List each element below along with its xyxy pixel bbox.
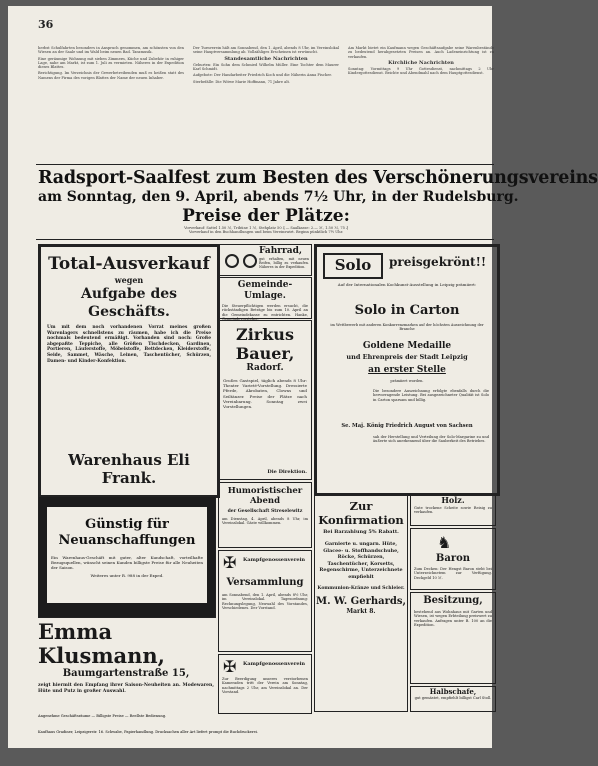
zirkus-title: Zirkus Bauer, <box>235 325 295 363</box>
fahrrad-body: gut erhalten, mit neuen Reifen, billig zu verkaufen. Näheres in der Expedition. <box>259 257 309 269</box>
besitzung-ad <box>410 592 496 684</box>
news-paragraph: Der Turnverein hält am Sonnabend, den 1. April, abends 8 Uhr, im Vereinslokal seine Hauptversammlung ab. Vollzähliges Erscheinen ist erwünscht. <box>193 46 339 55</box>
zirkus-body: Großes Gastspiel, täglich abends 8 Uhr: Theater Varieté-Vorstellung. Dressierte Pferde, Akrobaten, Clowns und Seiltänzer. Preise der Plätze nach Vereinbarung. Sonntag zwei Vorstellungen. <box>223 378 307 410</box>
solo-body-2: im Wettbewerb mit anderen Konkurrenzmarken auf der höchsten Auszeichnung der Branche <box>330 323 484 332</box>
banner-prices: Vorverkauf: Sattel 1.50 ℳ, Tribüne 1 ℳ, Stehplatz 50 ₰ — Saalkasse: 2.— ℳ, 1.50 ℳ, 75 ₰ <box>184 226 348 230</box>
news-column-2 <box>193 46 339 86</box>
fahrrad-title: Fahrrad, <box>259 246 303 256</box>
news-paragraph: Sonntag: Vormittags 9 Uhr Gottesdienst, nachmittags 2 Uhr Kindergottesdienst. Beichte und Abendmahl nach dem Hauptgottesdienst. <box>348 67 494 76</box>
news-column-1 <box>38 46 184 82</box>
holz-ad <box>410 494 496 526</box>
kampf2-body: Zur Beerdigung unseres verstorbenen Kameraden tritt der Verein am Sonntag, nachmittags 2 Uhr, am Vereinslokal an. Der Vorstand. <box>222 677 308 694</box>
kampf2-title: Kampfgenossenverein <box>243 661 306 667</box>
besitzung-title: Besitzung, <box>423 595 483 606</box>
solo-title: Solo <box>334 256 372 274</box>
news-column-3 <box>348 46 494 78</box>
konfirmation-title: Zur Konfirmation <box>318 499 404 527</box>
banner-prices-heading: Preise der Plätze: <box>182 206 350 226</box>
newspaper-page <box>8 6 598 748</box>
bottom-strip: Kaufhaus Gradiner, Leipzigerstr. 16. Schwabe, Papierhandlung. Drucksachen aller Art liefert prompt die Buchdruckerei. <box>38 730 258 734</box>
baron-body: Zum Decken: Der Hengst Baron steht bei Unterzeichnetem zur Verfügung. Deckgeld 10 ℳ. <box>414 567 492 580</box>
fahrrad-ad <box>218 244 312 276</box>
banner-date-line: am Sonntag, den 9. April, abends 7½ Uhr, in der Rudelsburg. <box>38 189 519 205</box>
ausverkauf-title: Total-Ausverkauf <box>48 254 210 274</box>
iron-cross-icon: ✠ <box>223 657 237 676</box>
news-paragraph: Aufgebote: Der Handarbeiter Friedrich Koch und die Näherin Anna Fischer. <box>193 73 332 78</box>
ausverkauf-footer: Warenhaus Eli Frank. <box>68 451 190 487</box>
page-number: 36 <box>38 18 54 31</box>
humoristisch-body: am Dienstag, 4. April, abends 8 Uhr, im Vereinslokal. Gäste willkommen. <box>222 517 308 526</box>
klusmann-address: Baumgartenstraße 15, <box>62 668 190 679</box>
besitzung-body: bestehend aus Wohnhaus mit Garten und Wiesen, ist wegen Erbteilung preiswert zu verkaufen. Anfragen unter B. 100 an die Expedition. <box>414 610 492 627</box>
neuheiten-inner <box>47 507 207 603</box>
solo-name: Solo in Carton <box>354 303 460 318</box>
solo-body-3: Die besondere Auszeichnung erfolgte ebenfalls durch die hervorragende Leistung. Bei ausgezeichneter Qualität ist Solo in Carton sparsam und billig. <box>373 389 489 402</box>
ausverkauf-sub2: Aufgabe des Geschäfts. <box>80 286 178 320</box>
konfirmation-name: M. W. Gerhards, <box>316 595 406 607</box>
halbschafe-body: gut gemästet, empfiehlt billigst Carl Stoll. <box>414 696 492 700</box>
solo-award-2: und Ehrenpreis der Stadt Leipzig <box>346 353 468 361</box>
klusmann-fine: Angenehme Geschäftsräume — Billigste Preise — Reellste Bedienung. <box>38 714 167 718</box>
top-news-columns <box>38 46 494 164</box>
ausverkauf-ad <box>38 244 220 498</box>
news-paragraph: Am Markt bietet ein Kaufmann wegen Geschäftsaufgabe seine Warenbestände zu bedeutend herabgesetzten Preisen an. Auch Ladeneinrichtung ist zu verkaufen. <box>348 46 494 59</box>
kampf1-sub: Versammlung <box>226 577 304 588</box>
gemeinde-title: Gemeinde-Umlage. <box>237 280 293 301</box>
section-divider <box>36 239 494 240</box>
gemeinde-ad <box>218 277 312 319</box>
zirkus-ad <box>218 320 312 480</box>
iron-cross-icon: ✠ <box>223 553 237 572</box>
solo-award-4: prämiiert worden. <box>390 379 424 383</box>
konfirmation-sub: Bei Barzahlung 5% Rabatt. <box>323 529 399 535</box>
zirkus-sub: Radorf. <box>246 363 284 373</box>
ausverkauf-sub: wegen <box>114 275 144 285</box>
solo-award-1: Goldene Medaille <box>362 341 452 351</box>
gemeinde-body: Die Steuerpflichtigen werden ersucht, die rückständigen Beträge bis zum 10. April an die Gemeindekasse zu entrichten. Hanke, Gemeindevorsteher. <box>222 304 308 321</box>
konfirmation-ad <box>314 494 408 712</box>
solo-award-3: an erster Stelle <box>368 365 446 375</box>
banner-headline: Radsport-Saalfest zum Besten des Verschönerungsvereins <box>38 168 598 188</box>
wheel-icon <box>223 253 259 272</box>
neuheiten-title: Günstig für Neuanschaffungen <box>58 517 196 548</box>
neuheiten-footer: Weiteres unter R. 988 in der Exped. <box>90 573 164 578</box>
solo-tag: preisgekrönt!! <box>389 255 487 269</box>
kampfgenossen-ad-1 <box>218 550 312 652</box>
solo-body-1: Auf der Internationalen Kochkunst-Ausstellung in Leipzig prämiiert: <box>337 282 477 287</box>
news-paragraph: herbst Schulfahrten besonders in Anspruch genommen, am schönsten von den Wiesen an der Saale und im Wald beim neuen Bad. Tanzmusik. <box>38 46 184 55</box>
konfirmation-body: Garnierte u. ungarn. Hüte, Glacee- u. Stoffhandschuhe, Röcke, Schürzen, Taschentücher, Korsetts, Regenschirme, Unterzeichnete empfiehlt <box>319 541 403 580</box>
solo-ad <box>314 244 500 496</box>
kampf1-body: am Sonnabend, den 1. April, abends 8½ Uhr, im Vereinslokal. Tagesordnung: Rechnungslegung, Neuwahl des Vorstandes, Verschiedenes. Der Vorstand. <box>222 593 308 610</box>
news-paragraph: Berichtigung. Im Verzeichnis der Gewerbetreibenden muß es heißen statt des Namens der Firma des vorigen Blattes der Name der neuen Inhaber. <box>38 71 184 80</box>
banner-fine-print: Vorverkauf in den Buchhandlungen und beim Vereinswirt. Beginn pünktlich 7½ Uhr. <box>188 230 344 235</box>
konfirmation-address: Markt 8. <box>346 607 376 615</box>
klusmann-body: zeigt hiermit den Empfang ihrer Saison-Neuheiten an. Modewaren, Hüte und Putz in großer Auswahl. <box>38 683 214 694</box>
solo-logo-box <box>323 253 383 279</box>
kampf1-title: Kampfgenossenverein <box>243 557 306 563</box>
solo-body-5: sah der Herstellung und Verteilung der Solo-Margarine zu und äußerte sich anerkennend über die Sauberkeit des Betriebes. <box>373 435 489 444</box>
halbschafe-title: Halbschafe, <box>429 687 477 696</box>
neuheiten-body: Ein Warenhaus-Geschäft mit guter, alter Kundschaft, vorteilhafte Bezugsquellen, wünscht seinen Kunden billigste Preise für alle Neuheiten der Saison. <box>51 555 203 570</box>
news-paragraph: Eine geräumige Wohnung mit sieben Zimmern, Küche und Zubehör in ruhiger Lage, nahe am Markt, ist zum 1. Juli zu vermieten. Näheres in der Expedition dieses Blattes. <box>38 56 184 70</box>
horse-icon: ♞ <box>437 533 452 552</box>
news-heading: Kirchliche Nachrichten <box>388 59 454 66</box>
holz-body: Gute trockene Scheite sowie Reisig zu verkaufen. <box>414 506 492 515</box>
news-paragraph: Sterbefälle: Die Witwe Marie Hoffmann, 71 Jahre alt. <box>193 79 291 84</box>
humoristisch-title: Humoristischer Abend <box>227 486 303 506</box>
neuheiten-ad <box>38 496 216 618</box>
klusmann-name: Emma Klusmann, <box>38 619 165 668</box>
radsport-banner <box>38 168 598 238</box>
holz-title: Holz. <box>441 495 465 505</box>
humoristisch-ad <box>218 482 312 548</box>
solo-body-4: Se. Maj. König Friedrich August von Sachsen <box>341 423 473 429</box>
ausverkauf-body: Um mit dem noch vorhandenen Vorrat meines großen Warenlagers schnellstens zu räumen, habe ich die Preise nochmals bedeutend ermäßigt. Vorhanden sind noch: Große abgepaßte Teppiche, alle Größen Tischdecken, Gardinen, Portieren, Läuferstoffe, Möbelstoffe, Bettdecken, Kleiderstoffe, Seide, Sammet, Wäsche, Leinen, Taschentücher, Schürzen, Damen- und Kinder-Konfektion. <box>47 325 211 364</box>
baron-ad <box>410 528 496 590</box>
humoristisch-sub: der Gesellschaft Streselewitz <box>227 509 303 514</box>
klusmann-ad <box>38 620 214 712</box>
zirkus-footer: Die Direktion. <box>267 469 307 475</box>
halbschafe-ad <box>410 686 496 712</box>
news-paragraph: Geburten: Ein Sohn dem Schmied Wilhelm Müller. Eine Tochter dem Maurer Karl Schmidt. <box>193 62 339 72</box>
news-heading: Standesamtliche Nachrichten <box>224 55 308 62</box>
konfirmation-extra: Kommunion-Kränze und Schleier. <box>317 585 405 591</box>
baron-title: Baron <box>435 553 471 564</box>
kampfgenossen-ad-2 <box>218 654 312 714</box>
section-divider <box>36 164 494 165</box>
